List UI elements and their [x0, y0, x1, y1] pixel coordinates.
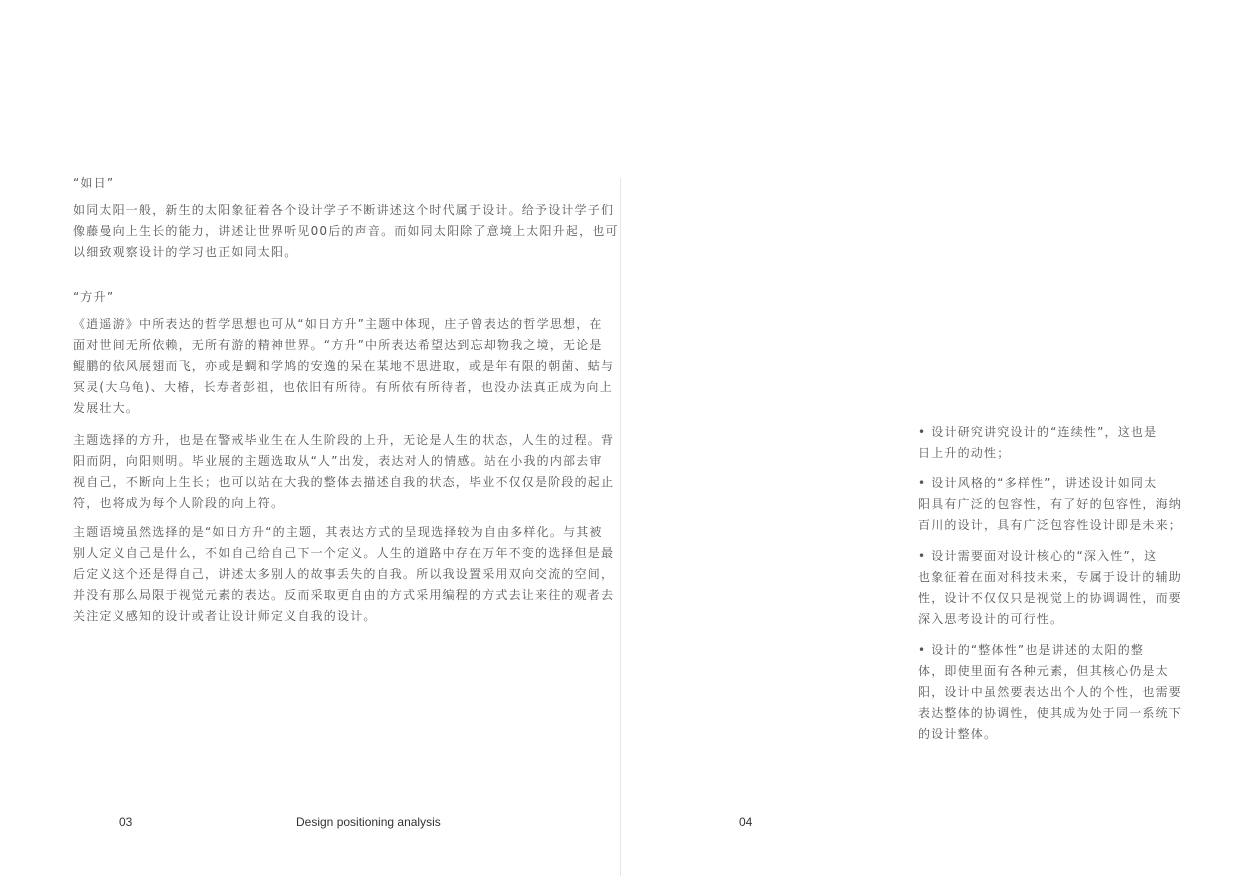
paragraph-theme-choice: 主题选择的方升，也是在警戒毕业生在人生阶段的上升，无论是人生的状态，人生的过程。背 阳而阴，向阳则明。毕业展的主题选取从“人”出发，表达对人的情感。站在小我的内部去审 视自己，不断向上生长；也可以站在大我的整体去描述自我的状态，毕业不仅仅是阶段的起止 符，也将成为每个人阶段的向上符。: [73, 433, 615, 510]
bullet-diversity: • 设计风格的“多样性”，讲述设计如同太 阳具有广泛的包容性，有了好的包容性，海纳 百川的设计，具有广泛包容性设计即是未来；: [918, 476, 1183, 532]
bullet-continuity: • 设计研究讲究设计的“连续性”，这也是 日上升的动性；: [918, 425, 1158, 460]
bullet-integrity: • 设计的“整体性”也是讲述的太阳的整 体，即使里面有各种元素，但其核心仍是太 阳，设计中虽然要表达出个人的个性，也需要 表达整体的协调性，使其成为处于同一系统下 的设计整体。: [918, 643, 1183, 741]
footer-title: Design positioning analysis: [296, 815, 441, 829]
page-divider: [620, 178, 621, 876]
page-number-right: 04: [739, 815, 753, 829]
heading-ruri: “如日”: [73, 176, 115, 190]
paragraph-ruri: 如同太阳一般，新生的太阳象征着各个设计学子不断讲述这个时代属于设计。给予设计学子们 像藤曼向上生长的能力，讲述让世界听见00后的声音。而如同太阳除了意境上太阳升起，也可 以细致观察设计的学习也正如同太阳。: [73, 203, 619, 259]
heading-fangsheng: “方升”: [73, 290, 115, 304]
paragraph-xiaoyaoyou: 《逍遥游》中所表达的哲学思想也可从“如日方升”主题中体现，庄子曾表达的哲学思想，在 面对世间无所依赖，无所有游的精神世界。“方升”中所表达希望达到忘却物我之境，无论是 鲲鹏的依风展翅而飞，亦或是蜩和学鸠的安逸的呆在某地不思进取，或是年有限的朝菌、蛄与 冥灵(大乌龟)、大椿，长寿者彭祖，也依旧有所待。有所依有所待者，也没办法真正成为向上 发展壮大。: [73, 317, 615, 415]
bullet-depth: • 设计需要面对设计核心的“深入性”，这 也象征着在面对科技未来，专属于设计的辅助 性，设计不仅仅只是视觉上的协调调性，而要 深入思考设计的可行性。: [918, 549, 1183, 626]
page-number-left: 03: [119, 815, 133, 829]
paragraph-theme-context: 主题语境虽然选择的是“如日方升“的主题，其表达方式的呈现选择较为自由多样化。与其被 别人定义自己是什么，不如自己给自己下一个定义。人生的道路中存在万年不变的选择但是最 后定义这个还是得自己，讲述太多别人的故事丢失的自我。所以我设置采用双向交流的空间， 并没有那么局限于视觉元素的表达。反而采取更自由的方式采用编程的方式去让来往的观者去 关注定义感知的设计或者让设计师定义自我的设计。: [73, 525, 615, 623]
